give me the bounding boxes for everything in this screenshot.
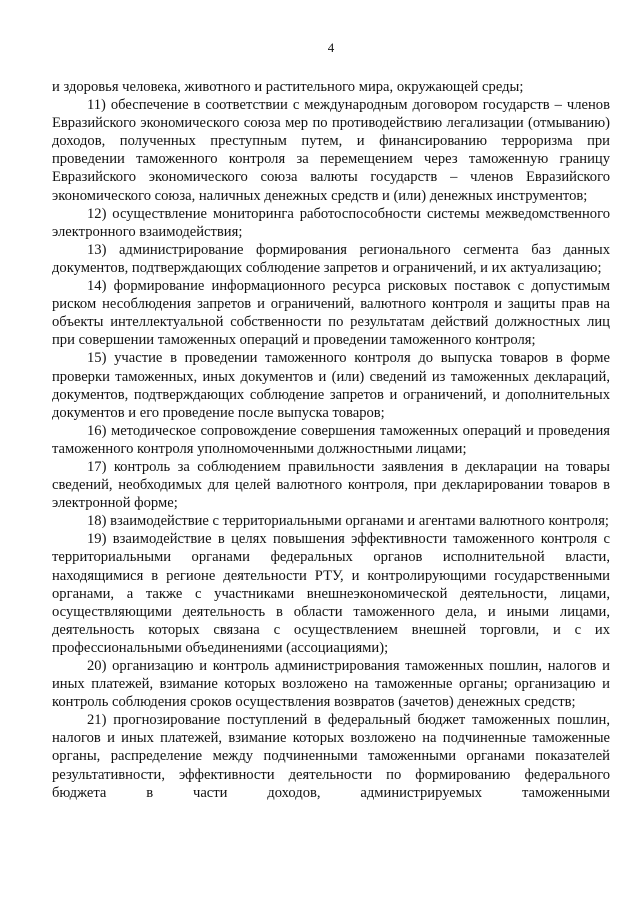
page-number: 4 [327,40,335,55]
paragraph-item-12: 12) осуществление мониторинга работоспособности системы межведомственного электронного взаимодействия; [52,205,610,240]
paragraph-item-15: 15) участие в проведении таможенного контроля до выпуска товаров в форме проверки таможенных, иных документов и (или) сведений из таможенных деклараций, документов, подтверждающих соблюдение запретов и ограничений, и дополнительных документов и его проведение после выпуска товаров; [52,350,610,421]
paragraph-item-11: 11) обеспечение в соответствии с международным договором государств – членов Евразийского экономического союза мер по противодействию легализации (отмыванию) доходов, полученных преступным путем, и финансированию терроризма при проведении таможенного контроля за перемещением через таможенную границу Евразийского экономического союза валюты государств – членов Евразийского экономического союза, наличных денежных средств и (или) денежных инструментов; [52,97,610,204]
paragraph-item-18: 18) взаимодействие с территориальными органами и агентами валютного контроля; [87,513,609,530]
paragraph-item-20: 20) организацию и контроль администрирования таможенных пошлин, налогов и иных платежей, взимание которых возложено на таможенные органы; организацию и контроль соблюдения сроков осуществления возвратов (зачетов) денежных средств; [52,658,610,711]
paragraph-item-14: 14) формирование информационного ресурса рисковых поставок с допустимым риском несоблюдения запретов и ограничений, валютного контроля и защиты прав на объекты интеллектуальной собственности по результатам действий должностных лиц при совершении таможенных операций и проведении таможенного контроля; [52,278,610,349]
paragraph-item-16: 16) методическое сопровождение совершения таможенных операций и проведения таможенного контроля уполномоченными должностными лицами; [52,422,610,457]
paragraph-item-19: 19) взаимодействие в целях повышения эффективности таможенного контроля с территориальными органами федеральных органов исполнительной власти, находящимися в регионе деятельности РТУ, и контролирующими государственными органами, а также с участниками внешнеэкономической деятельности, лицами, осуществляющими деятельность в области таможенного дела, и иными лицами, деятельность которых связана с осуществлением внешней торговли, и с их профессиональными объединениями (ассоциациями); [52,531,610,656]
document-body [52,78,610,802]
paragraph-item-17: 17) контроль за соблюдением правильности заявления в декларации на товары сведений, необходимых для целей валютного контроля, при декларировании товаров в электронной форме; [52,458,610,512]
paragraph-continuation: и здоровья человека, животного и растительного мира, окружающей среды; [52,79,524,95]
paragraph-item-21: 21) прогнозирование поступлений в федеральный бюджет таможенных пошлин, налогов и иных платежей, взимание которых возложено на подчиненные таможенные органы, распределение между подчиненными таможенными органами показателей результативности, эффективности деятельности по формированию федерального бюджета в части доходов, администрируемых таможенными [52,712,610,801]
paragraph-item-13: 13) администрирование формирования регионального сегмента баз данных документов, подтверждающих соблюдение запретов и ограничений, и их актуализацию; [52,241,610,276]
